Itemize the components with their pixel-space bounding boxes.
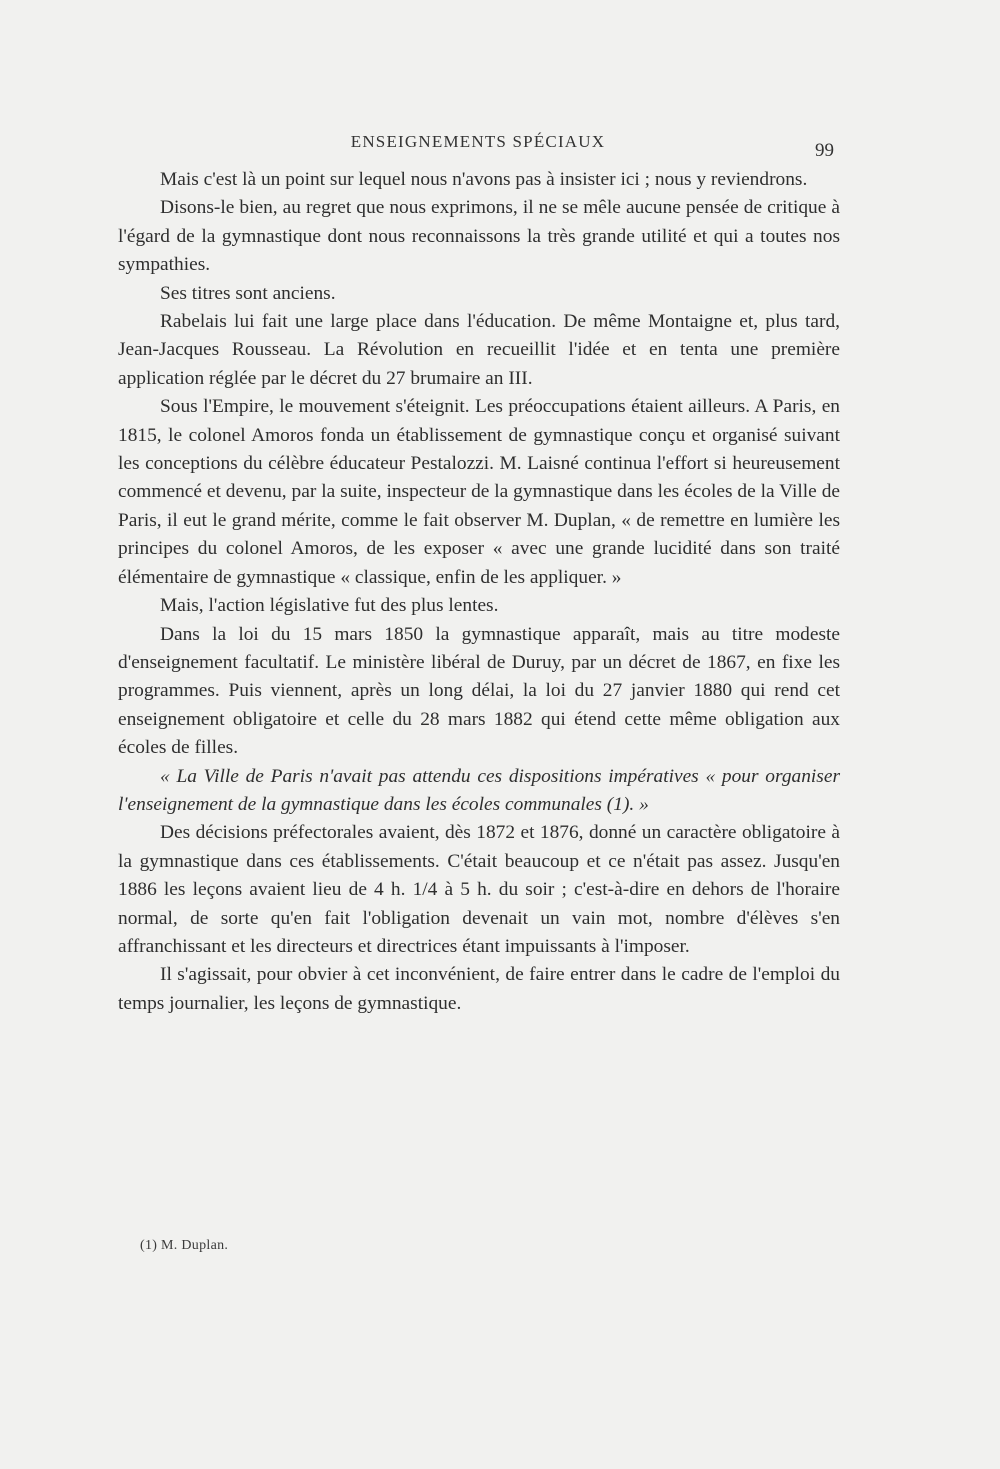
paragraph: Sous l'Empire, le mouvement s'éteignit. Les préoccupations étaient ailleurs. A Paris, en 1815, le colonel Amoros fonda un établissement de gymnastique conçu et organisé suivant les conceptions du célèbre éducateur Pestalozzi. M. Laisné continua l'effort si heureusement commencé et devenu, par la suite, inspecteur de la gymnastique dans les écoles de la Ville de Paris, il eut le grand mérite, comme le fait observer M. Duplan, « de remettre en lumière les principes du colonel Amoros, de les exposer « avec une grande lucidité dans son traité élémentaire de gymnastique « classique, enfin de les appliquer. » — [118, 396, 840, 588]
paragraph: Dans la loi du 15 mars 1850 la gymnastique apparaît, mais au titre modeste d'enseignement facultatif. Le ministère libéral de Duruy, par un décret de 1867, en fixe les programmes. Puis viennent, après un long délai, la loi du 27 janvier 1880 qui rend cet enseignement obligatoire et celle du 28 mars 1882 qui étend cette même obligation aux écoles de filles. — [118, 623, 840, 759]
footnote: (1) M. Duplan. — [140, 1238, 229, 1253]
paragraph: Rabelais lui fait une large place dans l'éducation. De même Montaigne et, plus tard, Jean-Jacques Rousseau. La Révolution en recueillit l'idée et en tenta une première application réglée par le décret du 27 brumaire an III. — [118, 311, 840, 389]
paragraph: Mais, l'action législative fut des plus lentes. — [160, 595, 499, 617]
running-title: ENSEIGNEMENTS SPÉCIAUX — [350, 132, 606, 151]
paragraph: Des décisions préfectorales avaient, dès 1872 et 1876, donné un caractère obligatoire à la gymnastique dans ces établissements. C'était beaucoup et ce n'était pas assez. Jusqu'en 1886 les leçons avaient lieu de 4 h. 1/4 à 5 h. du soir ; c'est-à-dire en dehors de l'horaire normal, de sorte qu'en fait l'obligation devenait un vain mot, nombre d'élèves s'en affranchissant et les directeurs et directrices étant impuissants à l'imposer. — [118, 822, 840, 957]
body-text — [118, 166, 840, 1018]
paragraph: Il s'agissait, pour obvier à cet inconvénient, de faire entrer dans le cadre de l'emploi du temps journalier, les leçons de gymnastique. — [118, 964, 840, 1014]
paragraph: Ses titres sont anciens. — [160, 282, 336, 304]
running-head — [118, 132, 838, 162]
paragraph: Mais c'est là un point sur lequel nous n'avons pas à insister ici ; nous y reviendrons. — [160, 169, 808, 190]
block-quote: « La Ville de Paris n'avait pas attendu ces dispositions impératives « pour organiser l'enseignement de la gymnastique dans les écoles communales (1). » — [118, 765, 840, 815]
paragraph: Disons-le bien, au regret que nous exprimons, il ne se mêle aucune pensée de critique à l'égard de la gymnastique dont nous reconnaissons la très grande utilité et qui a toutes nos sympathies. — [118, 197, 840, 276]
page-number: 99 — [815, 140, 834, 161]
